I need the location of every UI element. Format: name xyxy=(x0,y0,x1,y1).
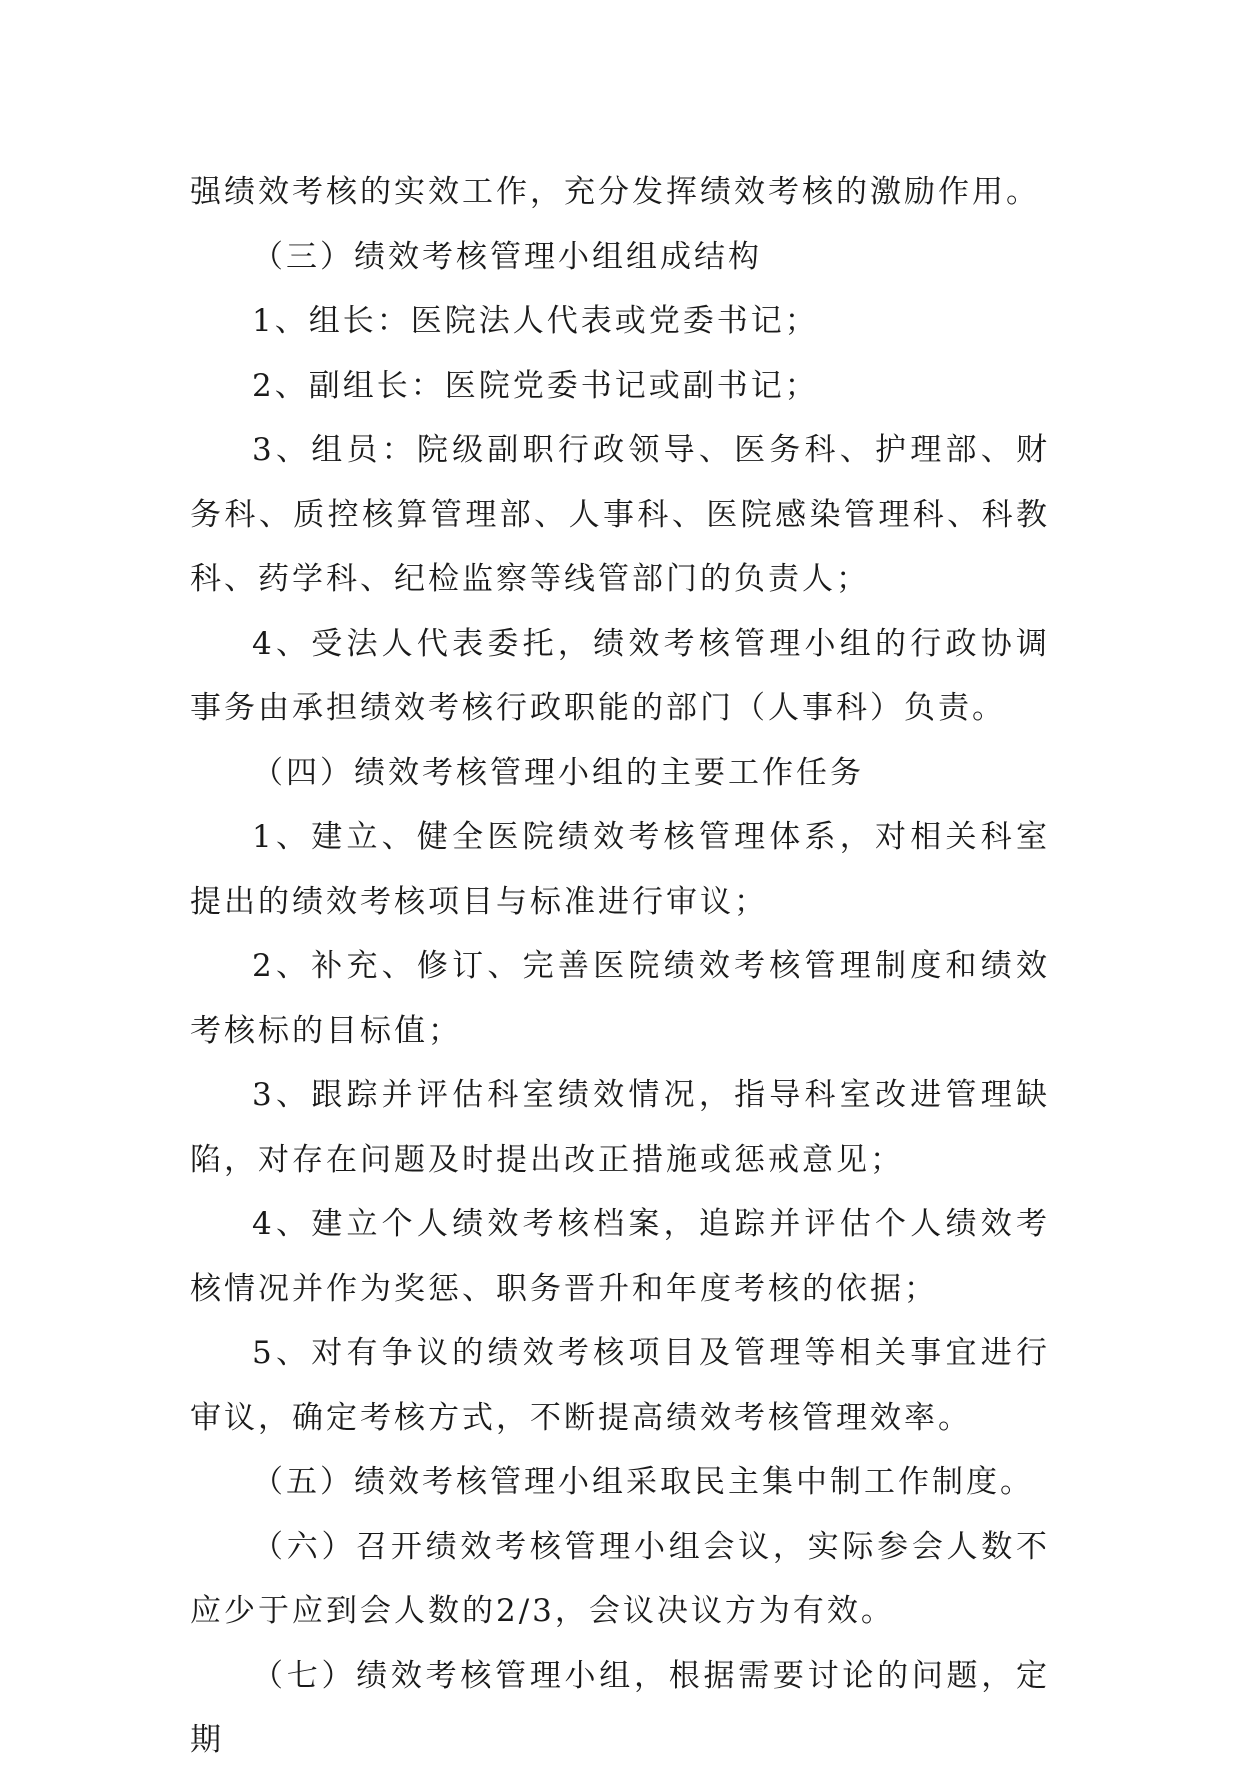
section-heading: （三）绩效考核管理小组组成结构 xyxy=(252,238,762,275)
list-item: 2、补充、修订、完善医院绩效考核管理制度和绩效考核标的目标值； xyxy=(190,948,1050,1049)
list-item: 4、建立个人绩效考核档案，追踪并评估个人绩效考核情况并作为奖惩、职务晋升和年度考核的依据； xyxy=(190,1206,1050,1307)
list-item: 5、对有争议的绩效考核项目及管理等相关事宜进行审议，确定考核方式，不断提高绩效考核管理效率。 xyxy=(190,1335,1050,1436)
list-item: 1、建立、健全医院绩效考核管理体系，对相关科室提出的绩效考核项目与标准进行审议； xyxy=(190,819,1050,920)
section-heading: （六）召开绩效考核管理小组会议，实际参会人数不应少于应到会人数的2/3，会议决议方为有效。 xyxy=(190,1528,1050,1629)
list-item: 3、组员：院级副职行政领导、医务科、护理部、财务科、质控核算管理部、人事科、医院感染管理科、科教科、药学科、纪检监察等线管部门的负责人； xyxy=(190,432,1050,597)
list-item: 2、副组长：医院党委书记或副书记； xyxy=(252,367,819,404)
paragraph: 强绩效考核的实效工作，充分发挥绩效考核的激励作用。 xyxy=(190,174,1040,210)
section-heading: （四）绩效考核管理小组的主要工作任务 xyxy=(252,754,864,791)
section-heading: （五）绩效考核管理小组采取民主集中制工作制度。 xyxy=(252,1464,1034,1500)
section-heading: （七）绩效考核管理小组，根据需要讨论的问题，定期 xyxy=(190,1657,1050,1758)
list-item: 4、受法人代表委托，绩效考核管理小组的行政协调事务由承担绩效考核行政职能的部门（人事科）负责。 xyxy=(190,625,1050,726)
document-body xyxy=(190,160,1050,1773)
list-item: 1、组长：医院法人代表或党委书记； xyxy=(252,303,819,339)
list-item: 3、跟踪并评估科室绩效情况，指导科室改进管理缺陷，对存在问题及时提出改正措施或惩戒意见； xyxy=(190,1077,1050,1178)
